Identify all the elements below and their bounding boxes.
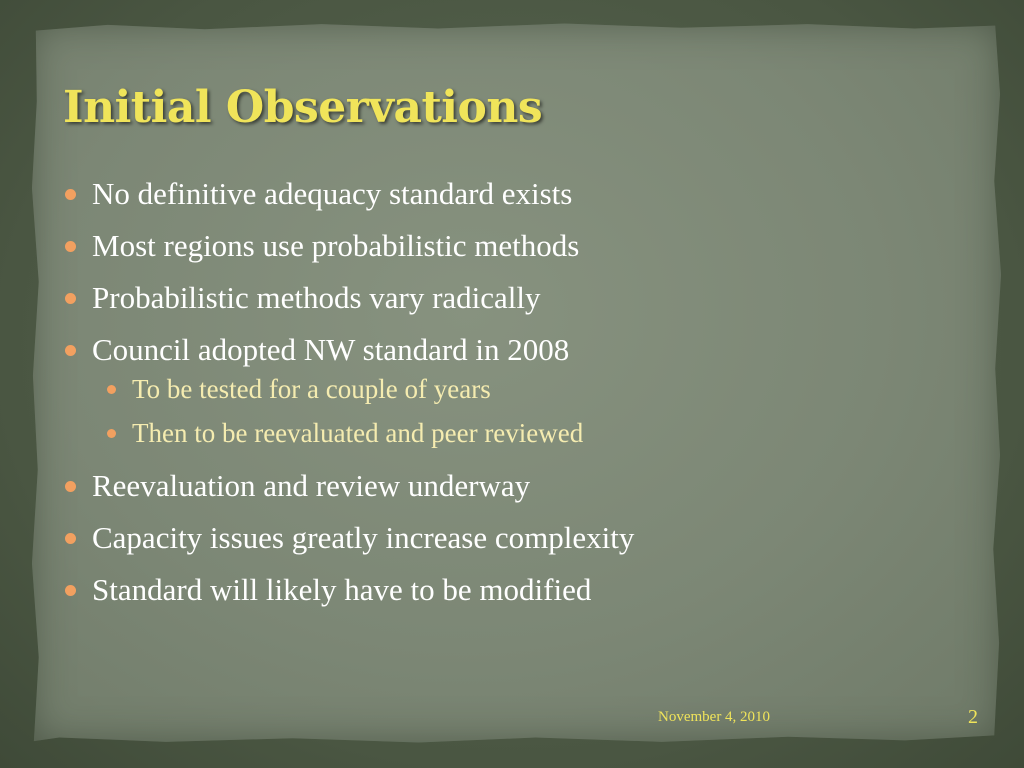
- bullet-item: [62, 280, 982, 316]
- slide-number: 2: [968, 706, 978, 728]
- sub-bullet-dot-icon: [107, 429, 116, 438]
- sub-bullet-item: [62, 418, 982, 448]
- bullet-dot-icon: [65, 585, 76, 596]
- slide-title: Initial Observations: [63, 82, 543, 133]
- bullet-item: [62, 468, 982, 504]
- sub-bullet-text: To be tested for a couple of years: [132, 374, 491, 404]
- bullet-dot-icon: [65, 533, 76, 544]
- bullet-text: Standard will likely have to be modified: [92, 572, 592, 607]
- bullet-text: Reevaluation and review underway: [92, 468, 531, 503]
- bullet-dot-icon: [65, 293, 76, 304]
- bullet-item: [62, 520, 982, 556]
- bullet-item: [62, 228, 982, 264]
- bullet-text: Most regions use probabilistic methods: [92, 228, 580, 263]
- bullet-dot-icon: [65, 241, 76, 252]
- footer-date: November 4, 2010: [658, 709, 771, 725]
- bullet-dot-icon: [65, 345, 76, 356]
- bullet-text: Council adopted NW standard in 2008: [92, 332, 570, 367]
- bullet-text: Capacity issues greatly increase complexity: [92, 520, 635, 555]
- bullet-item: [62, 572, 982, 608]
- sub-bullet-text: Then to be reevaluated and peer reviewed: [132, 418, 584, 448]
- bullet-dot-icon: [65, 481, 76, 492]
- bullet-text: No definitive adequacy standard exists: [92, 176, 573, 211]
- bullet-item: [62, 332, 982, 368]
- bullet-dot-icon: [65, 189, 76, 200]
- bullet-list: [62, 176, 982, 624]
- bullet-item: [62, 176, 982, 212]
- sub-bullet-dot-icon: [107, 385, 116, 394]
- bullet-text: Probabilistic methods vary radically: [92, 280, 541, 315]
- sub-bullet-item: [62, 374, 982, 404]
